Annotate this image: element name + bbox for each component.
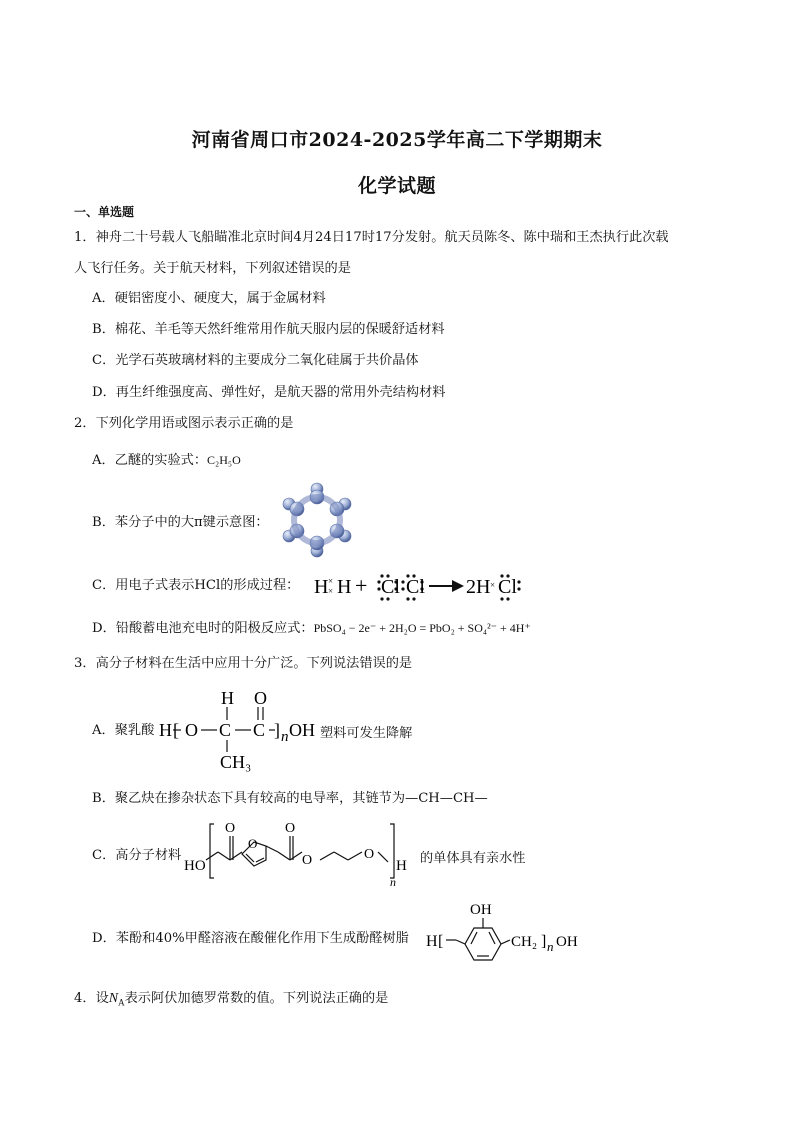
lead-acid-equation: PbSO₄ − 2e⁻ + 2H₂O = PbO₂ + SO₄²⁻ + 4H⁺ [313, 621, 531, 635]
furan-o-carbonyl-2: O [285, 821, 296, 836]
ether-formula: C₂H₅O [207, 453, 241, 467]
page-subtitle: 化学试题 [357, 175, 436, 197]
q2-option-a [92, 451, 241, 470]
q1-option-d: D．再生纤维强度高、弹性好，是航天器的常用外壳结构材料 [92, 385, 446, 400]
polylactic-acid-structure [157, 686, 327, 774]
furan-ester-o: O [302, 853, 313, 868]
phenolic-resin-structure [426, 896, 586, 976]
furan-ether-o: O [364, 847, 375, 862]
hcl-electron-formation [312, 566, 562, 604]
benzene-pi-bond-image [277, 480, 357, 560]
q1-option-b: B．棉花、羊毛等天然纤维常用作航天服内层的保暖舒适材料 [92, 322, 445, 337]
h-atom-2: H [337, 576, 352, 598]
svg-text:[: [ [438, 933, 444, 950]
cl-atom-3: Cl [498, 576, 517, 598]
furan-h-end: H [396, 858, 407, 874]
q4-stem-a: 4．设 [74, 991, 109, 1006]
q3-option-c-prefix: C．高分子材料 [92, 848, 182, 863]
section-heading: 一、单选题 [74, 205, 135, 219]
electron-x-2: × [328, 586, 334, 596]
svg-text:[: [ [173, 720, 179, 740]
resin-n: n [547, 939, 554, 954]
q2-option-c-text: C．用电子式表示HCl的形成过程： [92, 578, 300, 593]
svg-text:]: ] [541, 933, 547, 950]
h-atom-1: H [314, 576, 329, 598]
pla-h-end: H [159, 720, 172, 740]
furan-o-carbonyl-1: O [225, 821, 236, 836]
pla-ch3: CH₃ [220, 752, 252, 772]
q2-option-d [92, 619, 531, 638]
resin-h-end: H [426, 933, 438, 950]
q4-stem-b: 表示阿伏加德罗常数的值。下列说法正确的是 [124, 991, 389, 1006]
avogadro-symbol: N [108, 991, 119, 1006]
two-h: 2H [466, 576, 491, 598]
resin-oh-top: OH [470, 902, 492, 918]
resin-oh-end: OH [556, 934, 578, 950]
q1-option-c: C．光学石英玻璃材料的主要成分二氧化硅属于共价晶体 [92, 353, 419, 368]
q2-option-d-text: D．铅酸蓄电池充电时的阳极反应式： [92, 621, 314, 636]
pla-h-top: H [221, 688, 234, 708]
avogadro-subscript: A [118, 997, 125, 1008]
cl-atom-1: Cl [381, 576, 400, 598]
q3-option-c-suffix: 的单体具有亲水性 [420, 851, 526, 866]
electron-x-1: × [328, 576, 334, 586]
q2-stem: 2．下列化学用语或图示表示正确的是 [74, 416, 294, 431]
q3-option-d-prefix: D．苯酚和40%甲醛溶液在酸催化作用下生成酚醛树脂 [92, 931, 409, 946]
q3-option-a-prefix: A．聚乳酸 [92, 723, 155, 738]
furan-n: n [390, 875, 396, 888]
q3-option-a-suffix: 塑料可发生降解 [320, 726, 413, 741]
furan-polyester-structure [184, 818, 420, 888]
pla-n: n [281, 729, 289, 745]
q1-stem-line2: 人飞行任务。关于航天材料，下列叙述错误的是 [74, 261, 351, 276]
pla-c2: C [253, 720, 266, 740]
pla-c1: C [219, 720, 232, 740]
q3-stem: 3．高分子材料在生活中应用十分广泛。下列说法错误的是 [74, 656, 413, 671]
q3-option-b: B．聚乙炔在掺杂状态下具有较高的电导率，其链节为—CH—CH— [92, 791, 488, 806]
q2-option-a-text: A．乙醚的实验式： [92, 453, 208, 468]
q4-stem [74, 990, 388, 1012]
resin-ch2: CH₂ [511, 934, 538, 950]
electron-x-3: × [490, 580, 496, 590]
plus-sign: + [355, 573, 368, 598]
q1-option-a: A．硬铝密度小、硬度大，属于金属材料 [92, 291, 326, 306]
page-title: 河南省周口市2024-2025学年高二下学期期末 [191, 129, 603, 151]
pla-o-top: O [254, 688, 267, 708]
cl-atom-2: Cl [406, 576, 425, 598]
pla-o: O [185, 720, 198, 740]
furan-ring-o: O [248, 836, 258, 851]
furan-ho: HO [184, 858, 206, 874]
q1-stem-line1: 1．神舟二十号载人飞船瞄准北京时间4月24日17时17分发射。航天员陈冬、陈中瑞和王杰执行此次载 [74, 230, 669, 245]
pla-oh: OH [289, 720, 315, 740]
svg-text:]: ] [274, 720, 280, 740]
q2-option-b-text: B．苯分子中的大π键示意图： [92, 515, 269, 530]
